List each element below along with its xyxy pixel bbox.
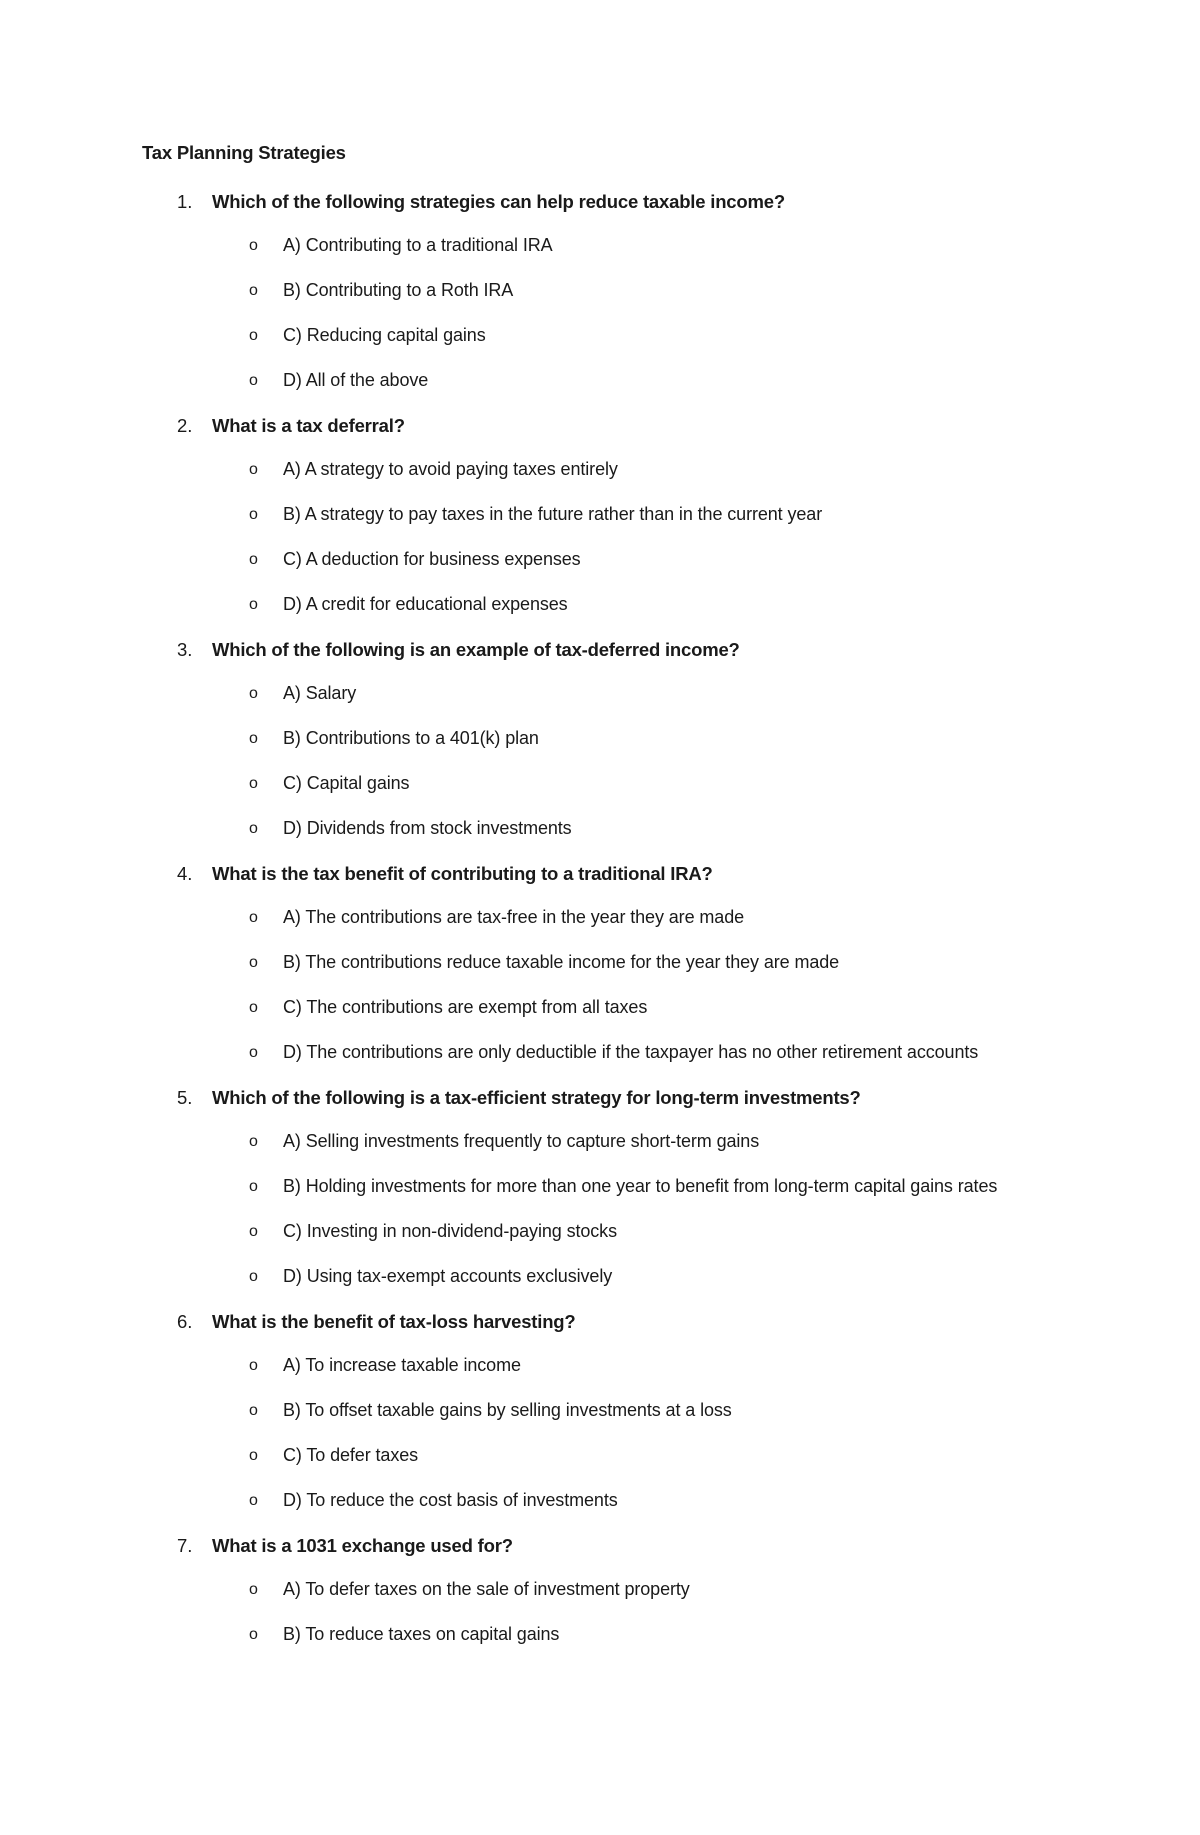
option-text: A) To increase taxable income: [283, 1355, 521, 1375]
question-item: [0, 634, 1200, 844]
bullet-icon: o: [249, 1402, 258, 1419]
option-text: B) Contributing to a Roth IRA: [283, 280, 514, 300]
answer-option: [0, 1485, 1200, 1516]
option-text: B) Contributions to a 401(k) plan: [283, 728, 539, 748]
answer-option: [0, 723, 1200, 754]
question-text: Which of the following strategies can help reduce taxable income?: [212, 191, 785, 212]
answer-option: [0, 1350, 1200, 1381]
answer-option: [0, 1171, 1200, 1202]
option-text: A) The contributions are tax-free in the year they are made: [283, 907, 745, 927]
question-text: Which of the following is a tax-efficient strategy for long-term investments?: [212, 1087, 861, 1108]
bullet-icon: o: [249, 372, 258, 389]
answer-option: [0, 1619, 1200, 1650]
bullet-icon: o: [249, 1133, 258, 1150]
option-text: A) Contributing to a traditional IRA: [283, 235, 553, 255]
question-item: [0, 410, 1200, 620]
option-text: B) A strategy to pay taxes in the future rather than in the current year: [283, 504, 823, 524]
question-list: [0, 186, 1200, 1664]
answer-option: [0, 589, 1200, 620]
answer-option: [0, 678, 1200, 709]
answer-option: [0, 275, 1200, 306]
option-text: A) Selling investments frequently to capture short-term gains: [283, 1131, 760, 1151]
bullet-icon: o: [249, 551, 258, 568]
answer-option: [0, 1126, 1200, 1157]
answer-option: [0, 454, 1200, 485]
question-item: [0, 1530, 1200, 1650]
question-number: 4.: [177, 863, 193, 884]
answer-option: [0, 1261, 1200, 1292]
bullet-icon: o: [249, 327, 258, 344]
option-text: D) Using tax-exempt accounts exclusively: [283, 1266, 613, 1286]
bullet-icon: o: [249, 237, 258, 254]
option-text: C) Reducing capital gains: [283, 325, 486, 345]
option-list: [0, 1126, 1200, 1292]
option-text: C) Capital gains: [283, 773, 410, 793]
question-header: [0, 186, 1200, 217]
bullet-icon: o: [249, 1626, 258, 1643]
question-number: 6.: [177, 1311, 193, 1332]
bullet-icon: o: [249, 1268, 258, 1285]
bullet-icon: o: [249, 282, 258, 299]
question-number: 5.: [177, 1087, 193, 1108]
bullet-icon: o: [249, 596, 258, 613]
option-text: D) All of the above: [283, 370, 429, 390]
question-header: [0, 634, 1200, 665]
bullet-icon: o: [249, 461, 258, 478]
option-list: [0, 230, 1200, 396]
bullet-icon: o: [249, 1178, 258, 1195]
question-header: [0, 1306, 1200, 1337]
question-item: [0, 858, 1200, 1068]
bullet-icon: o: [249, 1044, 258, 1061]
question-header: [0, 858, 1200, 889]
bullet-icon: o: [249, 506, 258, 523]
answer-option: [0, 230, 1200, 261]
option-text: C) To defer taxes: [283, 1445, 419, 1465]
question-header: [0, 1082, 1200, 1113]
answer-option: [0, 768, 1200, 799]
answer-option: [0, 1216, 1200, 1247]
option-text: D) To reduce the cost basis of investments: [283, 1490, 618, 1510]
option-text: B) Holding investments for more than one year to benefit from long-term capital gains rates: [283, 1176, 998, 1196]
bullet-icon: o: [249, 1357, 258, 1374]
question-header: [0, 1530, 1200, 1561]
question-text: What is a 1031 exchange used for?: [212, 1535, 513, 1556]
question-text: What is the benefit of tax-loss harvesting?: [212, 1311, 576, 1332]
bullet-icon: o: [249, 730, 258, 747]
bullet-icon: o: [249, 1492, 258, 1509]
question-text: Which of the following is an example of tax-deferred income?: [212, 639, 740, 660]
document-title: Tax Planning Strategies: [142, 142, 346, 163]
bullet-icon: o: [249, 1447, 258, 1464]
bullet-icon: o: [249, 1223, 258, 1240]
answer-option: [0, 1037, 1200, 1068]
question-text: What is the tax benefit of contributing to a traditional IRA?: [212, 863, 713, 884]
question-item: [0, 186, 1200, 396]
answer-option: [0, 544, 1200, 575]
bullet-icon: o: [249, 820, 258, 837]
question-header: [0, 410, 1200, 441]
answer-option: [0, 992, 1200, 1023]
question-number: 3.: [177, 639, 193, 660]
option-text: D) Dividends from stock investments: [283, 818, 572, 838]
question-number: 2.: [177, 415, 193, 436]
option-text: C) A deduction for business expenses: [283, 549, 581, 569]
bullet-icon: o: [249, 685, 258, 702]
answer-option: [0, 1395, 1200, 1426]
bullet-icon: o: [249, 954, 258, 971]
answer-option: [0, 947, 1200, 978]
question-number: 7.: [177, 1535, 193, 1556]
option-list: [0, 678, 1200, 844]
bullet-icon: o: [249, 1581, 258, 1598]
option-text: C) Investing in non-dividend-paying stocks: [283, 1221, 617, 1241]
option-list: [0, 454, 1200, 620]
bullet-icon: o: [249, 999, 258, 1016]
option-text: A) To defer taxes on the sale of investment property: [283, 1579, 690, 1599]
option-text: D) The contributions are only deductible if the taxpayer has no other retirement accounts: [283, 1042, 979, 1062]
option-text: D) A credit for educational expenses: [283, 594, 568, 614]
option-list: [0, 902, 1200, 1068]
question-item: [0, 1082, 1200, 1292]
answer-option: [0, 813, 1200, 844]
answer-option: [0, 1574, 1200, 1605]
question-item: [0, 1306, 1200, 1516]
option-text: B) To reduce taxes on capital gains: [283, 1624, 560, 1644]
answer-option: [0, 902, 1200, 933]
answer-option: [0, 365, 1200, 396]
option-text: B) To offset taxable gains by selling investments at a loss: [283, 1400, 732, 1420]
question-text: What is a tax deferral?: [212, 415, 405, 436]
option-list: [0, 1574, 1200, 1650]
question-number: 1.: [177, 191, 193, 212]
answer-option: [0, 1440, 1200, 1471]
option-text: A) A strategy to avoid paying taxes entirely: [283, 459, 618, 479]
option-list: [0, 1350, 1200, 1516]
bullet-icon: o: [249, 909, 258, 926]
answer-option: [0, 499, 1200, 530]
option-text: C) The contributions are exempt from all taxes: [283, 997, 648, 1017]
answer-option: [0, 320, 1200, 351]
option-text: A) Salary: [283, 683, 357, 703]
bullet-icon: o: [249, 775, 258, 792]
option-text: B) The contributions reduce taxable income for the year they are made: [283, 952, 840, 972]
